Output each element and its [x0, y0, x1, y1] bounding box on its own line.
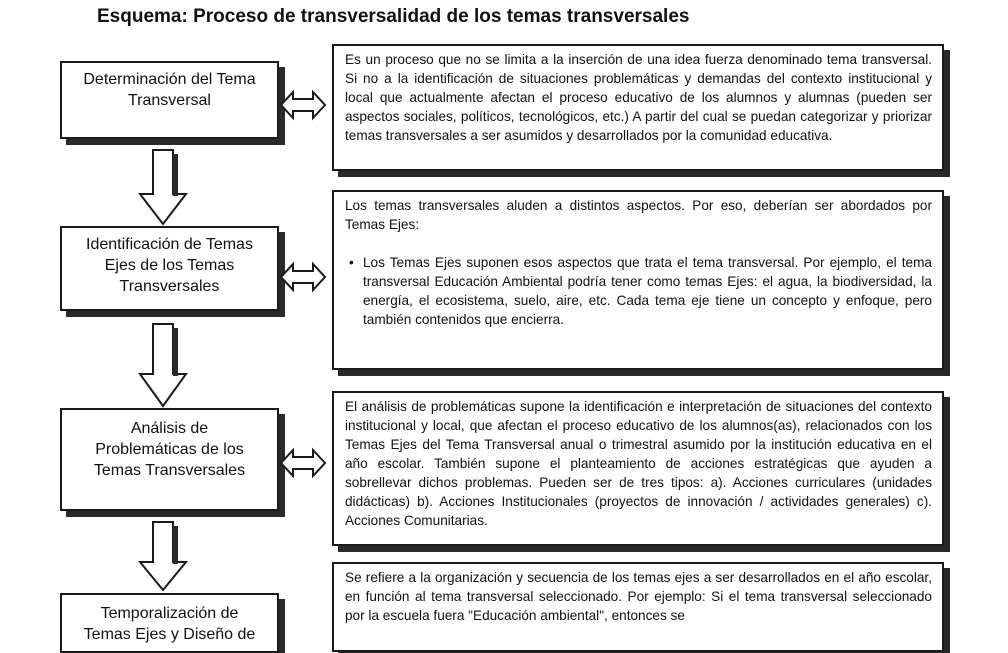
- step-4-description-box: [332, 562, 944, 652]
- step-3-description-box: [332, 391, 944, 546]
- step-3-box: Análisis de Problemáticas de los Temas Transversales: [60, 408, 279, 511]
- step-4-description: Se refiere a la organización y secuencia de los temas ejes a ser desarrollados en el año escolar, en función al tema transversal seleccionado. Por ejemplo: Si el tema transversal seleccionado por la escuela fuera "Educación ambiental", entonces se: [345, 570, 932, 623]
- step-1-description-box: [332, 44, 944, 171]
- down-arrow-3-icon: [144, 520, 190, 592]
- double-arrow-3-icon: [279, 448, 327, 478]
- step-2-description: Los temas transversales aluden a distintos aspectos. Por eso, deberían ser abordados por Temas Ejes:: [345, 198, 932, 232]
- step-3-description: El análisis de problemáticas supone la identificación e interpretación de situaciones del contexto institucional y local, que afectan el proceso educativo de los alumnos(as), relacionados con los Temas Ejes del Tema Transversal anual o trimestral asumido por la institución educativa en el año escolar. También supone el planteamiento de acciones estratégicas que ayuden a sobrellevar dichos problemas. Pueden ser de tres tipos: a). Acciones curriculares (unidades didácticas) b). Acciones Institucionales (proyectos de innovación / actividades generales) c). Acciones Comunitarias.: [345, 399, 932, 528]
- step-2-box: Identificación de Temas Ejes de los Temas Transversales: [60, 226, 279, 311]
- step-2-description-box: [332, 190, 944, 370]
- diagram-title-text: Esquema: Proceso de transversalidad de los temas transversales: [97, 6, 690, 27]
- step-2-bullet-list: [345, 253, 932, 329]
- step-4-box: Temporalización de Temas Ejes y Diseño de: [60, 593, 279, 653]
- double-arrow-2-icon: [279, 262, 327, 292]
- down-arrow-2-icon: [144, 322, 190, 408]
- step-1-description: Es un proceso que no se limita a la inserción de una idea fuerza denominado tema transversal. Si no a la identificación de situaciones problemáticas y demandas del contexto institucional y local que actualmente afectan el proceso educativo de los alumnos y alumnas (pueden ser aspectos sociales, políticos, tecnológicos, etc.) A partir del cual se puedan categorizar y priorizar temas transversales a ser asumidos y desarrollados por la comunidad educativa.: [345, 52, 932, 143]
- double-arrow-1-icon: [279, 90, 327, 120]
- step-2-bullet: • Los Temas Ejes suponen esos aspectos que trata el tema transversal. Por ejemplo, el tema transversal Educación Ambiental podría tener como temas Ejes: el agua, la biodiversidad, la energía, el ecosistema, suelo, aire, etc. Cada tema eje tiene un concepto y enfoque, pero también contenidos que encierra.: [363, 253, 932, 329]
- step-1-box: Determinación del Tema Transversal: [60, 61, 279, 139]
- down-arrow-1-icon: [144, 148, 190, 226]
